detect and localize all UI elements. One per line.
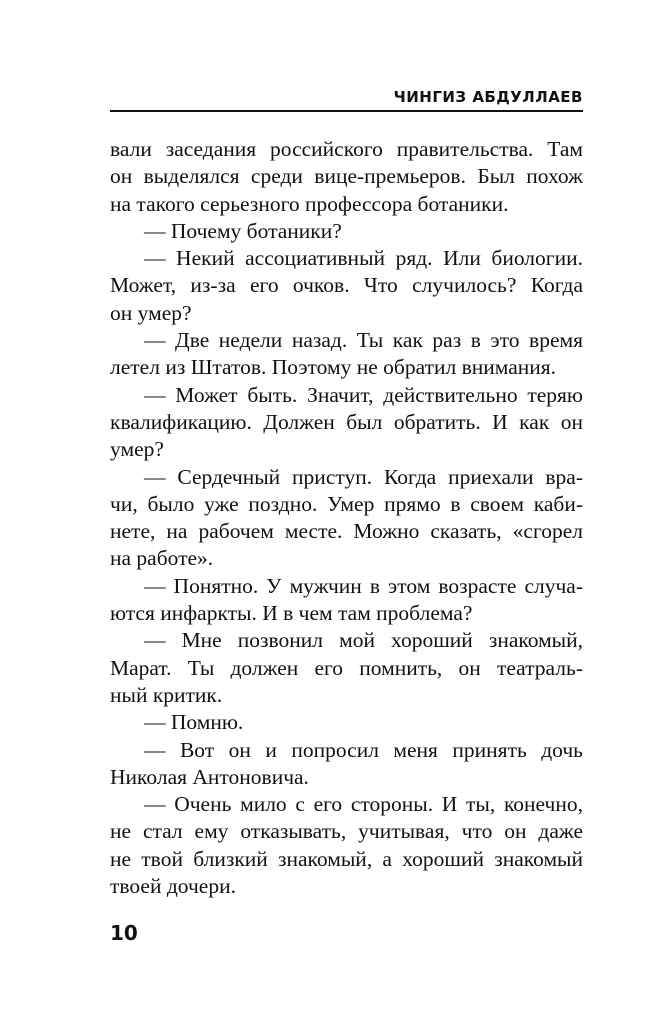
text-line: — Две недели назад. Ты как раз в это время bbox=[144, 328, 583, 353]
text-line: — Сердечный приступ. Когда приехали вра- bbox=[144, 464, 583, 489]
text-line: квалификацию. Должен был обратить. И как он bbox=[110, 409, 583, 434]
text-line: — Почему ботаники? bbox=[144, 218, 342, 243]
text-line: — Мне позвонил мой хороший знакомый, bbox=[144, 628, 583, 653]
body-text bbox=[110, 136, 583, 900]
text-line: он умер? bbox=[110, 300, 192, 325]
text-line: на работе». bbox=[110, 546, 214, 571]
text-line: ный критик. bbox=[110, 682, 223, 707]
text-line: не стал ему отказывать, учитывая, что он даже bbox=[110, 819, 583, 844]
page-number: 10 bbox=[110, 921, 138, 945]
text-line: Может, из-за его очков. Что случилось? Когда bbox=[110, 273, 583, 298]
text-line: чи, было уже поздно. Умер прямо в своем каби- bbox=[110, 491, 583, 516]
header-rule bbox=[110, 110, 583, 112]
text-line: — Некий ассоциативный ряд. Или биологии. bbox=[144, 246, 583, 271]
text-line: вали заседания российского правительства. Там bbox=[110, 137, 583, 161]
text-line: — Помню. bbox=[144, 710, 244, 735]
text-line: нете, на рабочем месте. Можно сказать, «сгорел bbox=[110, 519, 583, 544]
text-line: на такого серьезного профессора ботаники. bbox=[110, 191, 509, 216]
text-line: летел из Штатов. Поэтому не обратил внимания. bbox=[110, 355, 557, 380]
text-line: Николая Антоновича. bbox=[110, 764, 309, 789]
text-line: — Понятно. У мужчин в этом возрасте случа- bbox=[144, 573, 583, 598]
text-line: — Может быть. Значит, действительно теряю bbox=[144, 382, 583, 407]
text-line: Марат. Ты должен его помнить, он театраль- bbox=[110, 655, 583, 680]
text-line: он выделялся среди вице-премьеров. Был похож bbox=[110, 164, 583, 189]
running-head: ЧИНГИЗ АБДУЛЛАЕВ bbox=[393, 88, 583, 106]
text-line: — Вот он и попросил меня принять дочь bbox=[144, 737, 583, 762]
text-line: твоей дочери. bbox=[110, 874, 236, 899]
text-line: — Очень мило с его стороны. И ты, конечно, bbox=[144, 792, 583, 817]
text-line: умер? bbox=[110, 437, 164, 462]
text-line: ются инфаркты. И в чем там проблема? bbox=[110, 601, 473, 626]
text-line: не твой близкий знакомый, а хороший знакомый bbox=[110, 846, 583, 871]
